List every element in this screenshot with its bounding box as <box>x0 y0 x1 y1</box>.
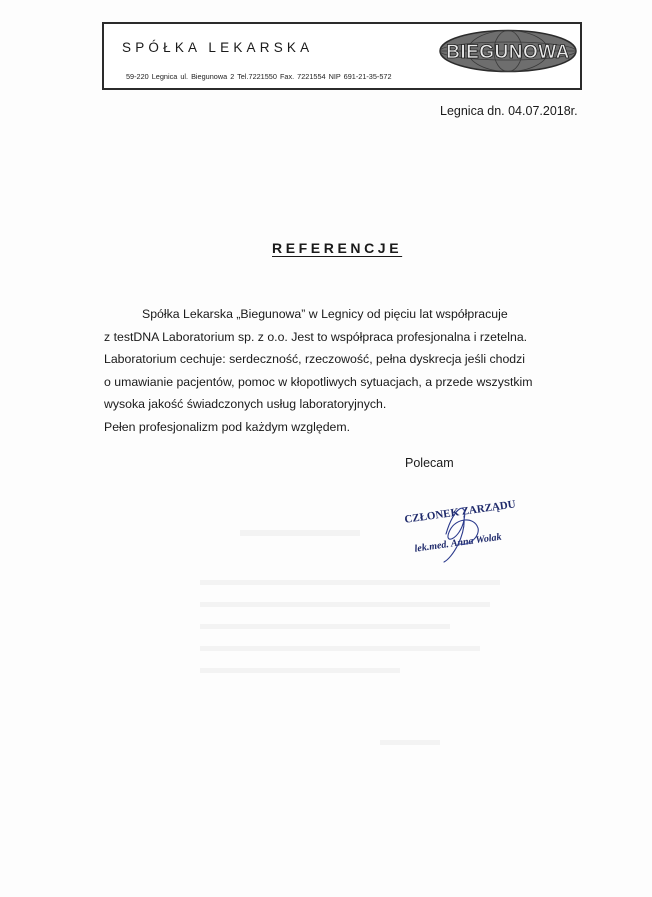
document-title: REFERENCJE <box>272 240 403 256</box>
body-line: Laboratorium cechuje: serdeczność, rzeczowość, pełna dyskrecja jeśli chodzi <box>104 352 526 367</box>
closing-word: Polecam <box>405 456 454 470</box>
body-line: Pełen profesjonalizm pod każdym względem. <box>104 419 351 434</box>
body-line: z testDNA Laboratorium sp. z o.o. Jest to współpraca profesjonalna i rzetelna. <box>104 329 528 344</box>
company-name: SPÓŁKA LEKARSKA <box>122 40 314 55</box>
body-line: Spółka Lekarska „Biegunowa” w Legnicy od pięciu lat współpracuje <box>142 307 508 321</box>
stamp-line-title: CZŁONEK ZARZĄDU <box>403 498 517 526</box>
company-address: 59-220 Legnica ul. Biegunowa 2 Tel.7221550 Fax. 7221554 NIP 691-21-35-572 <box>126 72 392 81</box>
letter-body <box>104 303 564 439</box>
stamp-line-name: lek.med. Anna Wolak <box>413 531 503 555</box>
body-line: wysoka jakość świadczonych usług laboratoryjnych. <box>104 397 387 412</box>
logo-text: BIEGUNOWA <box>446 42 570 63</box>
body-line: o umawianie pacjentów, pomoc w kłopotliwych sytuacjach, a przede wszystkim <box>104 374 533 389</box>
globe-logo-icon <box>438 29 578 73</box>
document-date: Legnica dn. 04.07.2018r. <box>440 104 578 118</box>
show-through-texture <box>200 520 520 760</box>
letterhead <box>102 22 582 90</box>
